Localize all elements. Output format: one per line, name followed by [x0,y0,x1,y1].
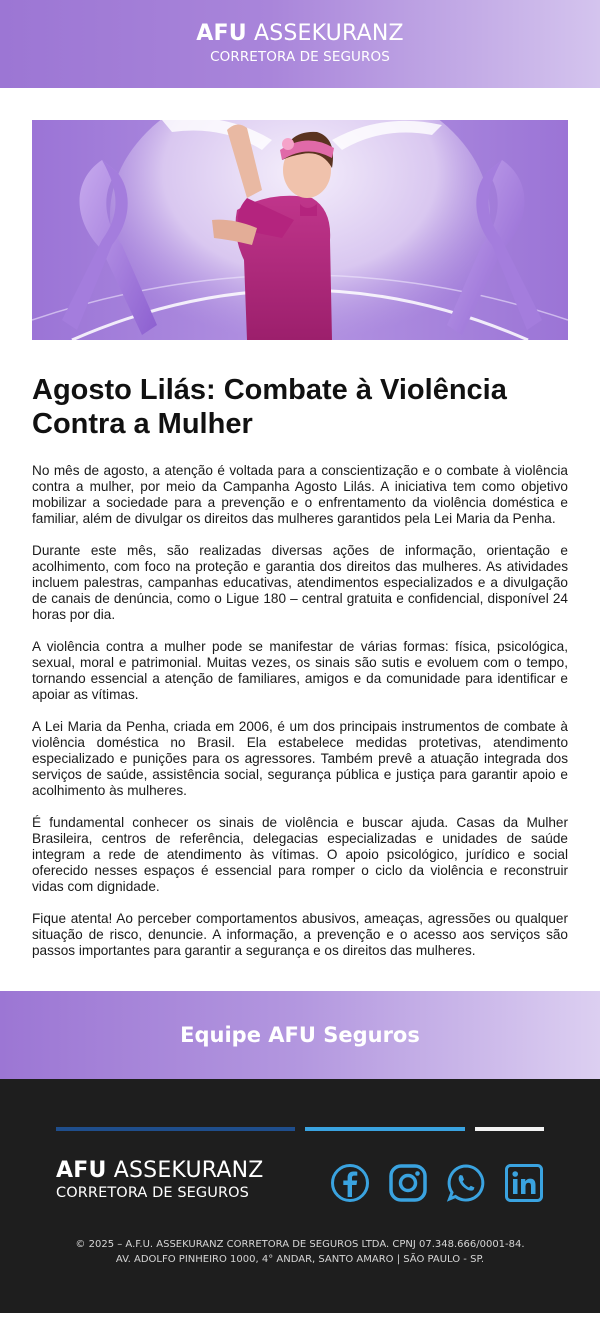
article-paragraph: Durante este mês, são realizadas diversas ações de informação, orientação e acolhimento, com foco na proteção e garantia dos direitos das mulheres. As atividades incluem palestras, campanhas educativas, atendimentos especializados e a divulgação de canais de denúncia, como o Ligue 180 – central gratuita e confidencial, disponível 24 horas por dia. [32,543,568,622]
hero-image [32,120,568,340]
footer-brand-tagline: CORRETORA DE SEGUROS [56,1185,249,1201]
footer-accent-bars [56,1127,544,1131]
whatsapp-icon[interactable] [446,1163,486,1203]
article-title: Agosto Lilás: Combate à Violência Contra a Mulher [32,374,507,440]
brand-name: ASSEKURANZ [253,21,404,46]
footer-brand-logo[interactable] [56,1159,264,1202]
accent-bar-white [475,1127,544,1131]
footer-brand-line [56,1159,264,1183]
footer [0,1079,600,1313]
social-links [330,1163,544,1203]
legal-line-address: AV. ADOLFO PINHEIRO 1000, 4° ANDAR, SANTO AMARO | SÃO PAULO - SP. [115,1254,485,1265]
article-paragraph: A Lei Maria da Penha, criada em 2006, é um dos principais instrumentos de combate à violência doméstica no Brasil. Ela estabelece medidas protetivas, atendimento especializado e punições para os agressores. Também prevê a atuação integrada dos serviços de saúde, assistência social, segurança pública e justiça para garantir apoio e acolhimento às mulheres. [32,719,568,798]
article-paragraph: No mês de agosto, a atenção é voltada para a conscientização e o combate à violência contra a mulher, por meio da Campanha Agosto Lilás. A iniciativa tem como objetivo mobilizar a sociedade para a prevenção e o enfrentamento da violência doméstica e familiar, além de divulgar os direitos das mulheres garantidos pela Lei Maria da Penha. [32,463,568,526]
footer-brand-name-bold: AFU [56,1158,107,1183]
header-banner [0,0,600,88]
legal-line-company: © 2025 – A.F.U. ASSEKURANZ CORRETORA DE SEGUROS LTDA. CPNJ 07.348.666/0001-84. [75,1239,525,1250]
article-body [0,373,600,959]
accent-bar-navy [56,1127,295,1131]
facebook-icon[interactable] [330,1163,370,1203]
signoff-banner [0,991,600,1079]
article-paragraph: É fundamental conhecer os sinais de violência e buscar ajuda. Casas da Mulher Brasileira, centros de referência, delegacias especializadas e unidades de saúde integram a rede de atendimento às vítimas. O apoio psicológico, jurídico e social oferecido nesses espaços é essencial para romper o ciclo da violência e reconstruir vidas com dignidade. [32,815,568,894]
brand-tagline: CORRETORA DE SEGUROS [210,49,390,65]
signoff-text: Equipe AFU Seguros [180,1023,420,1047]
article-paragraph: A violência contra a mulher pode se manifestar de várias formas: física, psicológica, sexual, moral e patrimonial. Muitas vezes, os sinais são sutis e evoluem com o tempo, tornando essencial a atenção de familiares, amigos e da comunidade para identificar e apoiar as vítimas. [32,639,568,702]
instagram-icon[interactable] [388,1163,428,1203]
accent-bar-blue [305,1127,465,1131]
brand-name-bold: AFU [196,21,247,46]
article-paragraph: Fique atenta! Ao perceber comportamentos abusivos, ameaças, agressões ou qualquer situação de risco, denuncie. A informação, a prevenção e o acesso aos serviços são passos importantes para garantir a segurança e os direitos das mulheres. [32,911,568,958]
footer-brand-name: ASSEKURANZ [113,1158,264,1183]
brand-logo[interactable] [196,22,404,46]
linkedin-icon[interactable] [504,1163,544,1203]
legal-text [0,1237,600,1267]
